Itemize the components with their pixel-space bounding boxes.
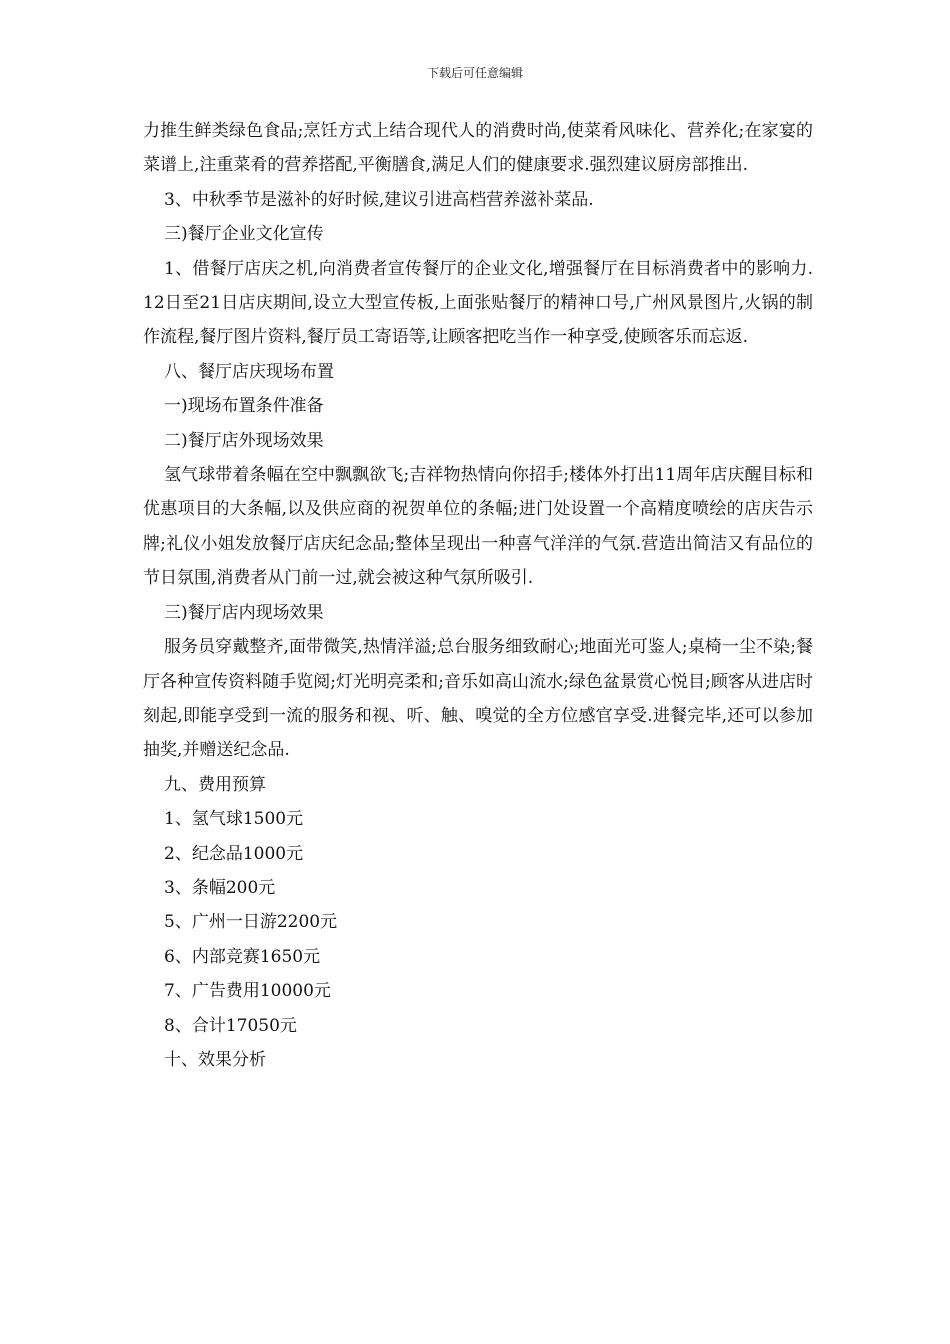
section-heading: 一)现场布置条件准备 [164, 396, 324, 417]
budget-item: 5、广州一日游2200元 [164, 912, 338, 933]
page-header: 下载后可任意编辑 [426, 66, 523, 80]
section-heading: 三)餐厅店内现场效果 [164, 602, 324, 623]
budget-total: 8、合计17050元 [164, 1015, 297, 1036]
budget-item: 3、条幅200元 [164, 877, 276, 898]
list-item: 1、借餐厅店庆之机,向消费者宣传餐厅的企业文化,增强餐厅在目标消费者中的影响力.12日至21日店庆期间,设立大型宣传板,上面张贴餐厅的精神口号,广州风景图片,火锅的制作流程,餐厅图片资料,餐厅员工寄语等,让顾客把吃当作一种享受,使顾客乐而忘返. [143, 258, 813, 348]
body-paragraph: 服务员穿戴整齐,面带微笑,热情洋溢;总台服务细致耐心;地面光可鉴人;桌椅一尘不染;餐厅各种宣传资料随手览阅;灯光明亮柔和;音乐如高山流水;绿色盆景赏心悦目;顾客从进店时刻起,即能享受到一流的服务和视、听、触、嗅觉的全方位感官享受.进餐完毕,还可以参加抽奖,并赠送纪念品. [143, 637, 813, 761]
section-heading: 二)餐厅店外现场效果 [164, 430, 324, 451]
list-item: 3、中秋季节是滋补的好时候,建议引进高档营养滋补菜品. [164, 189, 594, 210]
section-heading: 八、餐厅店庆现场布置 [164, 361, 334, 382]
body-paragraph: 力推生鲜类绿色食品;烹饪方式上结合现代人的消费时尚,使菜肴风味化、营养化;在家宴的菜谱上,注重菜肴的营养搭配,平衡膳食,满足人们的健康要求.强烈建议厨房部推出. [143, 121, 813, 176]
section-heading: 十、效果分析 [164, 1049, 266, 1070]
budget-item: 6、内部竞赛1650元 [164, 946, 321, 967]
budget-item: 2、纪念品1000元 [164, 843, 304, 864]
budget-item: 1、氢气球1500元 [164, 809, 304, 830]
section-heading: 三)餐厅企业文化宣传 [164, 224, 324, 245]
body-paragraph: 氢气球带着条幅在空中飘飘欲飞;吉祥物热情向你招手;楼体外打出11周年店庆醒目标和优惠项目的大条幅,以及供应商的祝贺单位的条幅;进门处设置一个高精度喷绘的店庆告示牌;礼仪小姐发放餐厅店庆纪念品;整体呈现出一种喜气洋洋的气氛.营造出简洁又有品位的节日氛围,消费者从门前一过,就会被这种气氛所吸引. [143, 465, 813, 589]
document-body [143, 114, 813, 1077]
section-heading: 九、费用预算 [164, 774, 266, 795]
budget-item: 7、广告费用10000元 [164, 981, 331, 1002]
